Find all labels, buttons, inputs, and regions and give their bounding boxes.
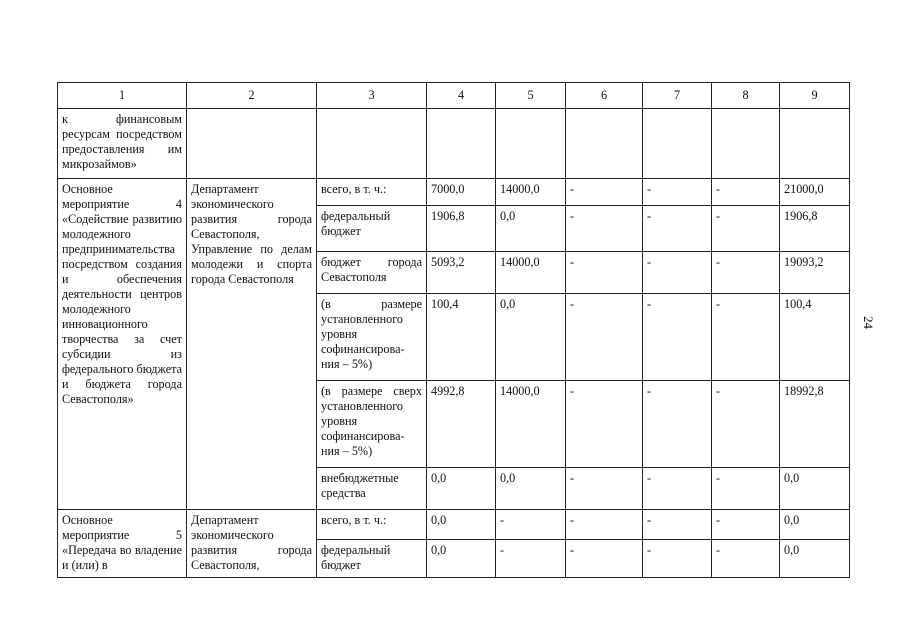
source-cell: (в размере установленного уровня софинансирова-ния – 5%)	[317, 294, 427, 381]
value-cell: -	[566, 252, 643, 294]
value-cell: 100,4	[780, 294, 850, 381]
source-cell: всего, в т. ч.:	[317, 179, 427, 206]
value-cell: 0,0	[496, 468, 566, 510]
value-cell: -	[643, 510, 712, 540]
value-cell: -	[712, 510, 780, 540]
value-cell: 5093,2	[427, 252, 496, 294]
value-cell: -	[643, 294, 712, 381]
value-cell: -	[643, 252, 712, 294]
header-col-1: 1	[58, 83, 187, 109]
value-cell	[566, 109, 643, 179]
value-cell: -	[712, 252, 780, 294]
header-col-6: 6	[566, 83, 643, 109]
value-cell: 0,0	[427, 540, 496, 578]
value-cell: 18992,8	[780, 381, 850, 468]
activity-4-name: Основное мероприятие 4 «Содействие развитию молодежного предпринимательства посредством создания и обеспечения деятельности центров молодежного инновационного творчества за счет субсидии из федерального бюджета и бюджета города Севастополя»	[58, 179, 187, 510]
value-cell: -	[566, 540, 643, 578]
source-cell: федеральный бюджет	[317, 206, 427, 252]
activity-4-executor: Департамент экономического развития города Севастополя, Управление по делам молодежи и спорта города Севастополя	[187, 179, 317, 510]
source-cell	[317, 109, 427, 179]
value-cell	[643, 109, 712, 179]
table-row	[58, 109, 850, 179]
value-cell: -	[712, 381, 780, 468]
header-row	[58, 83, 850, 109]
value-cell: -	[643, 179, 712, 206]
activity-5-executor: Департамент экономического развития города Севастополя,	[187, 510, 317, 578]
value-cell: 4992,8	[427, 381, 496, 468]
value-cell: -	[566, 468, 643, 510]
value-cell: -	[712, 540, 780, 578]
value-cell: -	[566, 294, 643, 381]
value-cell: -	[566, 381, 643, 468]
activity-5-name: Основное мероприятие 5 «Передача во владение и (или) в	[58, 510, 187, 578]
value-cell	[780, 109, 850, 179]
source-cell: всего, в т. ч.:	[317, 510, 427, 540]
value-cell: 21000,0	[780, 179, 850, 206]
value-cell: -	[643, 206, 712, 252]
value-cell	[712, 109, 780, 179]
header-col-3: 3	[317, 83, 427, 109]
value-cell: 1906,8	[427, 206, 496, 252]
source-cell: внебюджетные средства	[317, 468, 427, 510]
header-col-9: 9	[780, 83, 850, 109]
value-cell: -	[566, 206, 643, 252]
page-number: 24	[861, 316, 876, 329]
table-row	[58, 510, 850, 540]
value-cell: -	[712, 294, 780, 381]
value-cell: 0,0	[496, 294, 566, 381]
value-cell: -	[643, 468, 712, 510]
header-col-5: 5	[496, 83, 566, 109]
value-cell: 0,0	[427, 468, 496, 510]
source-cell: бюджет города Севастополя	[317, 252, 427, 294]
header-col-7: 7	[643, 83, 712, 109]
activity-name-cell: к финансовым ресурсам посредством предоставления им микрозаймов»	[58, 109, 187, 179]
value-cell: 0,0	[780, 540, 850, 578]
funding-table	[57, 82, 850, 578]
value-cell: 0,0	[780, 468, 850, 510]
value-cell: -	[712, 179, 780, 206]
value-cell: -	[496, 510, 566, 540]
value-cell: -	[643, 381, 712, 468]
value-cell: -	[712, 468, 780, 510]
value-cell: 0,0	[427, 510, 496, 540]
value-cell: -	[643, 540, 712, 578]
value-cell: 14000,0	[496, 381, 566, 468]
value-cell	[496, 109, 566, 179]
value-cell: 14000,0	[496, 179, 566, 206]
value-cell: 7000,0	[427, 179, 496, 206]
value-cell	[427, 109, 496, 179]
value-cell: 100,4	[427, 294, 496, 381]
value-cell: -	[566, 179, 643, 206]
header-col-2: 2	[187, 83, 317, 109]
source-cell: (в размере сверх установленного уровня софинансирова-ния – 5%)	[317, 381, 427, 468]
source-cell: федеральный бюджет	[317, 540, 427, 578]
value-cell: -	[496, 540, 566, 578]
header-col-4: 4	[427, 83, 496, 109]
table-row	[58, 179, 850, 206]
value-cell: -	[712, 206, 780, 252]
header-col-8: 8	[712, 83, 780, 109]
value-cell: 14000,0	[496, 252, 566, 294]
value-cell: 0,0	[496, 206, 566, 252]
value-cell: 1906,8	[780, 206, 850, 252]
value-cell: 19093,2	[780, 252, 850, 294]
value-cell: -	[566, 510, 643, 540]
executor-cell	[187, 109, 317, 179]
value-cell: 0,0	[780, 510, 850, 540]
